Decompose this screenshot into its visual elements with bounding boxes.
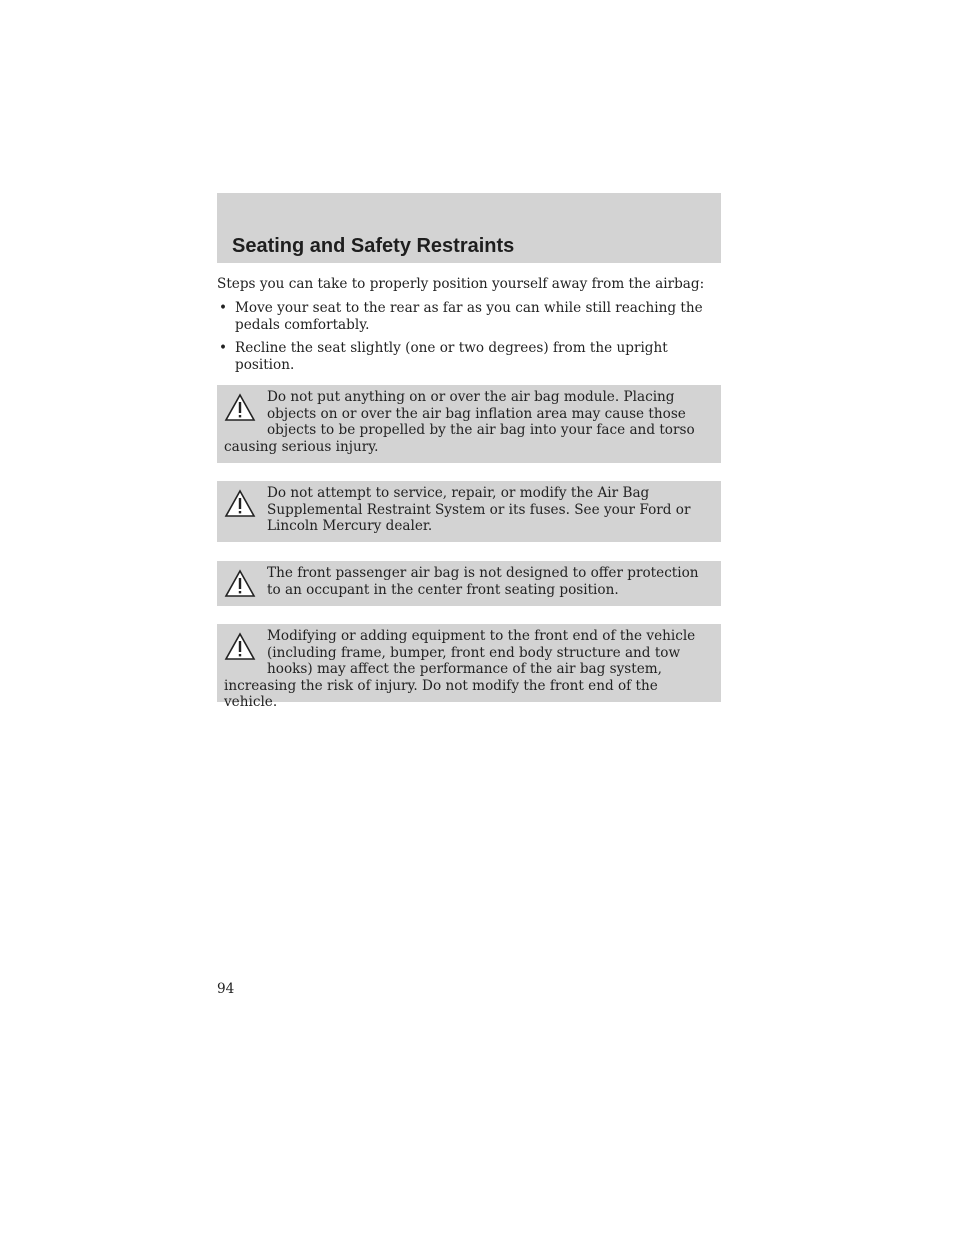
warning-text: The front passenger air bag is not designed to offer protection to an occupant in the center front seating position. bbox=[267, 565, 699, 598]
section-title: Seating and Safety Restraints bbox=[232, 235, 515, 257]
bullet-text: Recline the seat slightly (one or two degrees) from the upright position. bbox=[235, 340, 668, 373]
list-item bbox=[217, 300, 721, 333]
body-content bbox=[217, 276, 721, 380]
warning-box bbox=[217, 561, 721, 606]
list-item bbox=[217, 340, 721, 373]
warning-box bbox=[217, 624, 721, 710]
bullet-dot: • bbox=[219, 300, 228, 316]
warning-text: Modifying or adding equipment to the front end of the vehicle (including frame, bumper, front end body structure and tow hooks) may affect the performance of the air bag system, increasing the risk of injury. Do not modify the front end of the vehicle. bbox=[224, 628, 696, 710]
warning-text: Do not attempt to service, repair, or modify the Air Bag Supplemental Restraint System or its fuses. See your Ford or Lincoln Mercury dealer. bbox=[267, 485, 691, 534]
bullet-list bbox=[217, 300, 721, 373]
warning-triangle-icon bbox=[224, 632, 256, 662]
warning-triangle-icon bbox=[224, 393, 256, 423]
page-number: 94 bbox=[217, 981, 235, 997]
section-header-band bbox=[217, 193, 721, 263]
bullet-text: Move your seat to the rear as far as you can while still reaching the pedals comfortably. bbox=[235, 300, 703, 333]
warning-box bbox=[217, 481, 721, 542]
warning-triangle-icon bbox=[224, 569, 256, 599]
intro-text: Steps you can take to properly position yourself away from the airbag: bbox=[217, 276, 705, 292]
warning-triangle-icon bbox=[224, 489, 256, 519]
bullet-dot: • bbox=[219, 340, 228, 356]
warning-box bbox=[217, 385, 721, 463]
warning-text: Do not put anything on or over the air bag module. Placing objects on or over the air bag inflation area may cause those objects to be propelled by the air bag into your face and torso causing serious injury. bbox=[224, 389, 695, 455]
